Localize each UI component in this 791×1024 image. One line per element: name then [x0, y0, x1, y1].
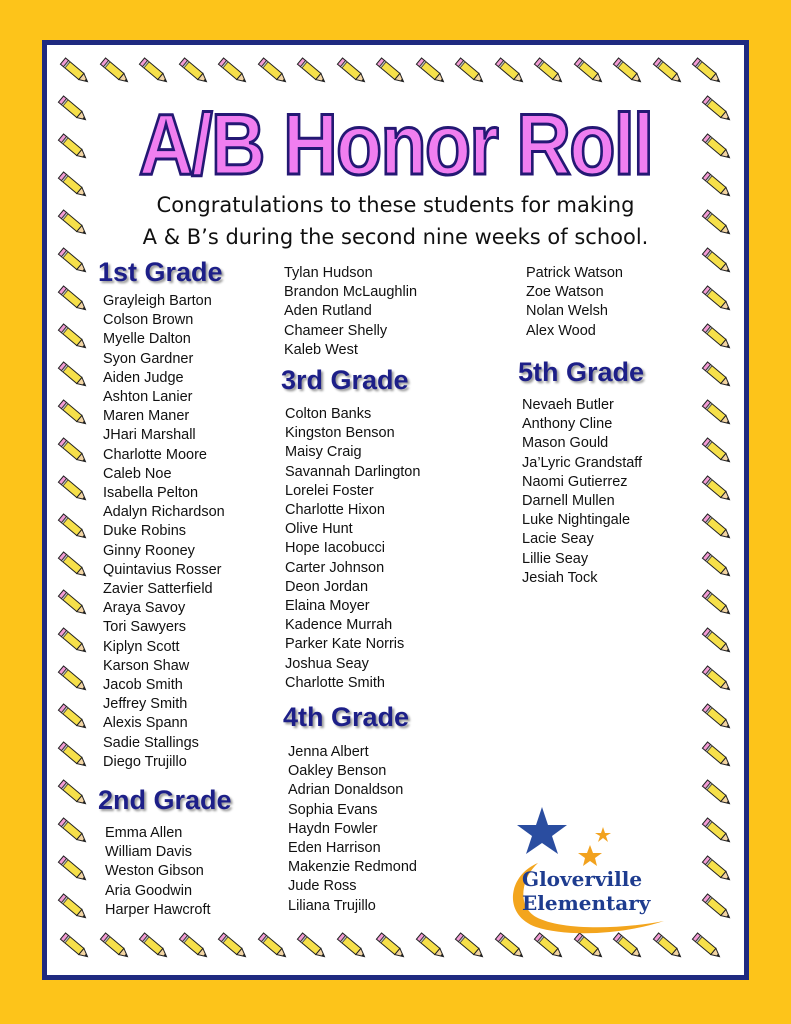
pencil-icon: [699, 775, 737, 813]
student-name: Adrian Donaldson: [288, 782, 404, 799]
pencil-icon: [294, 928, 332, 966]
pencil-icon: [689, 53, 727, 91]
school-logo: [502, 805, 672, 935]
pencil-icon: [699, 357, 737, 395]
pencil-icon: [699, 889, 737, 927]
student-name: Charlotte Smith: [285, 674, 385, 691]
pencil-icon: [689, 928, 727, 966]
student-name: Myelle Dalton: [103, 331, 191, 348]
student-name: Araya Savoy: [103, 600, 186, 617]
student-name: Makenzie Redmond: [288, 859, 417, 876]
student-name: Elaina Moyer: [285, 598, 370, 615]
student-name: Deon Jordan: [285, 578, 369, 595]
pencil-icon: [650, 53, 688, 91]
pencil-icon: [55, 661, 93, 699]
student-name: Emma Allen: [105, 825, 183, 841]
pencil-icon: [452, 53, 490, 91]
student-name: Grayleigh Barton: [103, 293, 212, 309]
pencil-icon: [699, 547, 737, 585]
student-name: JHari Marshall: [103, 427, 196, 444]
pencil-icon: [699, 281, 737, 319]
student-name: Kaleb West: [284, 341, 358, 358]
student-name: Sadie Stallings: [103, 734, 199, 751]
student-name: Olive Hunt: [285, 521, 353, 538]
pencil-icon: [492, 53, 530, 91]
student-name: Karson Shaw: [103, 657, 190, 674]
subtitle-line-2: A & B’s during the second nine weeks of school.: [142, 225, 649, 249]
student-name: Jenna Albert: [288, 744, 369, 760]
pencil-icon: [531, 53, 569, 91]
student-name: Savannah Darlington: [285, 463, 421, 480]
student-name: Ja’Lyric Grandstaff: [522, 454, 643, 471]
pencil-icon: [136, 53, 174, 91]
fourth-grade-heading: 4th Grade: [283, 702, 410, 732]
fourth-grade-list-part-2: [526, 264, 623, 341]
student-name: Nevaeh Butler: [522, 397, 614, 413]
student-name: Hope Iacobucci: [285, 540, 385, 557]
second-grade-list-part-2: [284, 264, 417, 360]
second-grade-list-part-1: [105, 824, 211, 920]
second-grade-heading: 2nd Grade: [98, 785, 232, 815]
pencil-icon: [215, 928, 253, 966]
pencil-icon: [452, 928, 490, 966]
student-name: Aiden Judge: [103, 369, 184, 386]
pencil-icon: [55, 91, 93, 129]
student-name: Colton Banks: [285, 406, 372, 422]
large-star-icon: [517, 807, 567, 854]
student-name: Anthony Cline: [522, 416, 613, 433]
pencil-icon: [699, 471, 737, 509]
first-grade-heading: 1st Grade: [98, 257, 223, 287]
pencil-icon: [413, 53, 451, 91]
pencil-icon: [699, 91, 737, 129]
first-grade-list: [103, 292, 225, 772]
tiny-star-icon: [595, 827, 611, 842]
student-name: Jesiah Tock: [522, 569, 598, 586]
student-name: Charlotte Hixon: [285, 502, 385, 519]
pencil-icon: [699, 851, 737, 889]
student-name: Mason Gould: [522, 435, 609, 452]
pencil-icon: [55, 699, 93, 737]
third-grade-list: [285, 405, 420, 693]
student-name: Alex Wood: [526, 322, 596, 339]
student-name: Carter Johnson: [285, 559, 385, 576]
student-name: Aria Goodwin: [105, 882, 193, 899]
pencil-icon: [55, 737, 93, 775]
fifth-grade-list: [522, 396, 642, 588]
student-name: Haydn Fowler: [288, 820, 378, 837]
student-name: Brandon McLaughlin: [284, 284, 418, 301]
student-name: Luke Nightingale: [522, 512, 631, 529]
pencil-icon: [699, 509, 737, 547]
pencil-icon: [57, 53, 95, 91]
pencil-icon: [176, 53, 214, 91]
student-name: Lillie Seay: [522, 550, 589, 567]
student-name: Kiplyn Scott: [103, 638, 180, 655]
student-name: Caleb Noe: [103, 465, 172, 482]
student-name: Aden Rutland: [284, 303, 372, 320]
pencil-icon: [610, 53, 648, 91]
student-name: Eden Harrison: [288, 840, 381, 857]
student-name: Jeffrey Smith: [103, 696, 188, 713]
pencil-icon: [334, 53, 372, 91]
logo-name-line-1: Gloverville: [522, 867, 643, 891]
pencil-icon: [699, 661, 737, 699]
pencil-icon: [699, 813, 737, 851]
student-name: Liliana Trujillo: [288, 897, 376, 914]
pencil-icon: [699, 129, 737, 167]
pencil-icon: [136, 928, 174, 966]
pencil-icon: [699, 623, 737, 661]
student-name: Isabella Pelton: [103, 485, 199, 502]
pencil-icon: [97, 53, 135, 91]
student-name: Zoe Watson: [526, 284, 604, 301]
student-name: Maren Maner: [103, 408, 190, 425]
student-name: Darnell Mullen: [522, 493, 615, 510]
student-name: Alexis Spann: [103, 715, 188, 732]
pencil-icon: [55, 281, 93, 319]
student-name: Lorelei Foster: [285, 482, 374, 499]
honor-roll-poster: [42, 40, 749, 980]
pencil-icon: [176, 928, 214, 966]
pencil-icon: [373, 928, 411, 966]
student-name: Jude Ross: [288, 878, 357, 895]
pencil-icon: [699, 737, 737, 775]
student-name: Kingston Benson: [285, 425, 395, 442]
student-name: Tylan Hudson: [284, 265, 373, 281]
student-name: Patrick Watson: [526, 265, 623, 281]
pencil-icon: [55, 623, 93, 661]
pencil-icon: [571, 53, 609, 91]
student-name: Adalyn Richardson: [103, 504, 225, 521]
student-name: Diego Trujillo: [103, 753, 187, 770]
pencil-icon: [55, 357, 93, 395]
student-name: Parker Kate Norris: [285, 636, 405, 653]
pencil-icon: [413, 928, 451, 966]
student-name: Nolan Welsh: [526, 303, 608, 320]
fourth-grade-list-part-1: [288, 743, 417, 916]
student-name: Weston Gibson: [105, 863, 204, 880]
pencil-icon: [57, 928, 95, 966]
student-name: Ashton Lanier: [103, 389, 193, 406]
student-name: Charlotte Moore: [103, 446, 207, 463]
student-name: Lacie Seay: [522, 531, 594, 548]
student-name: William Davis: [105, 844, 192, 861]
pencil-icon: [699, 585, 737, 623]
student-name: Tori Sawyers: [103, 619, 186, 636]
student-name: Colson Brown: [103, 312, 194, 329]
student-name: Zavier Satterfield: [103, 581, 213, 598]
pencil-icon: [699, 319, 737, 357]
student-name: Syon Gardner: [103, 350, 194, 367]
student-name: Sophia Evans: [288, 801, 378, 818]
pencil-icon: [294, 53, 332, 91]
student-name: Joshua Seay: [285, 655, 369, 672]
pencil-icon: [55, 889, 93, 927]
fifth-grade-heading: 5th Grade: [518, 357, 645, 387]
student-name: Kadence Murrah: [285, 617, 393, 634]
pencil-icon: [55, 319, 93, 357]
pencil-icon: [97, 928, 135, 966]
pencil-icon: [699, 433, 737, 471]
pencil-icon: [255, 53, 293, 91]
pencil-icon: [255, 928, 293, 966]
pencil-icon: [699, 395, 737, 433]
pencil-icon: [334, 928, 372, 966]
pencil-icon: [55, 547, 93, 585]
student-name: Chameer Shelly: [284, 322, 388, 339]
student-name: Oakley Benson: [288, 763, 387, 780]
student-name: Ginny Rooney: [103, 542, 195, 559]
student-name: Maisy Craig: [285, 444, 362, 461]
pencil-icon: [55, 851, 93, 889]
page-title: A/B Honor Roll: [138, 97, 653, 193]
pencil-icon: [55, 395, 93, 433]
student-name: Harper Hawcroft: [105, 901, 211, 918]
student-name: Jacob Smith: [103, 677, 183, 694]
third-grade-heading: 3rd Grade: [281, 365, 409, 395]
pencil-icon: [55, 433, 93, 471]
small-star-icon: [578, 845, 602, 866]
pencil-icon: [699, 699, 737, 737]
pencil-icon: [55, 471, 93, 509]
student-name: Duke Robins: [103, 523, 187, 540]
pencil-icon: [55, 509, 93, 547]
pencil-icon: [55, 813, 93, 851]
student-name: Naomi Gutierrez: [522, 473, 628, 490]
logo-name-line-2: Elementary: [522, 891, 651, 915]
student-name: Quintavius Rosser: [103, 561, 222, 578]
pencil-icon: [55, 129, 93, 167]
subtitle-line-1: Congratulations to these students for making: [156, 193, 635, 217]
pencil-icon: [215, 53, 253, 91]
pencil-icon: [373, 53, 411, 91]
pencil-icon: [55, 585, 93, 623]
pencil-icon: [55, 775, 93, 813]
